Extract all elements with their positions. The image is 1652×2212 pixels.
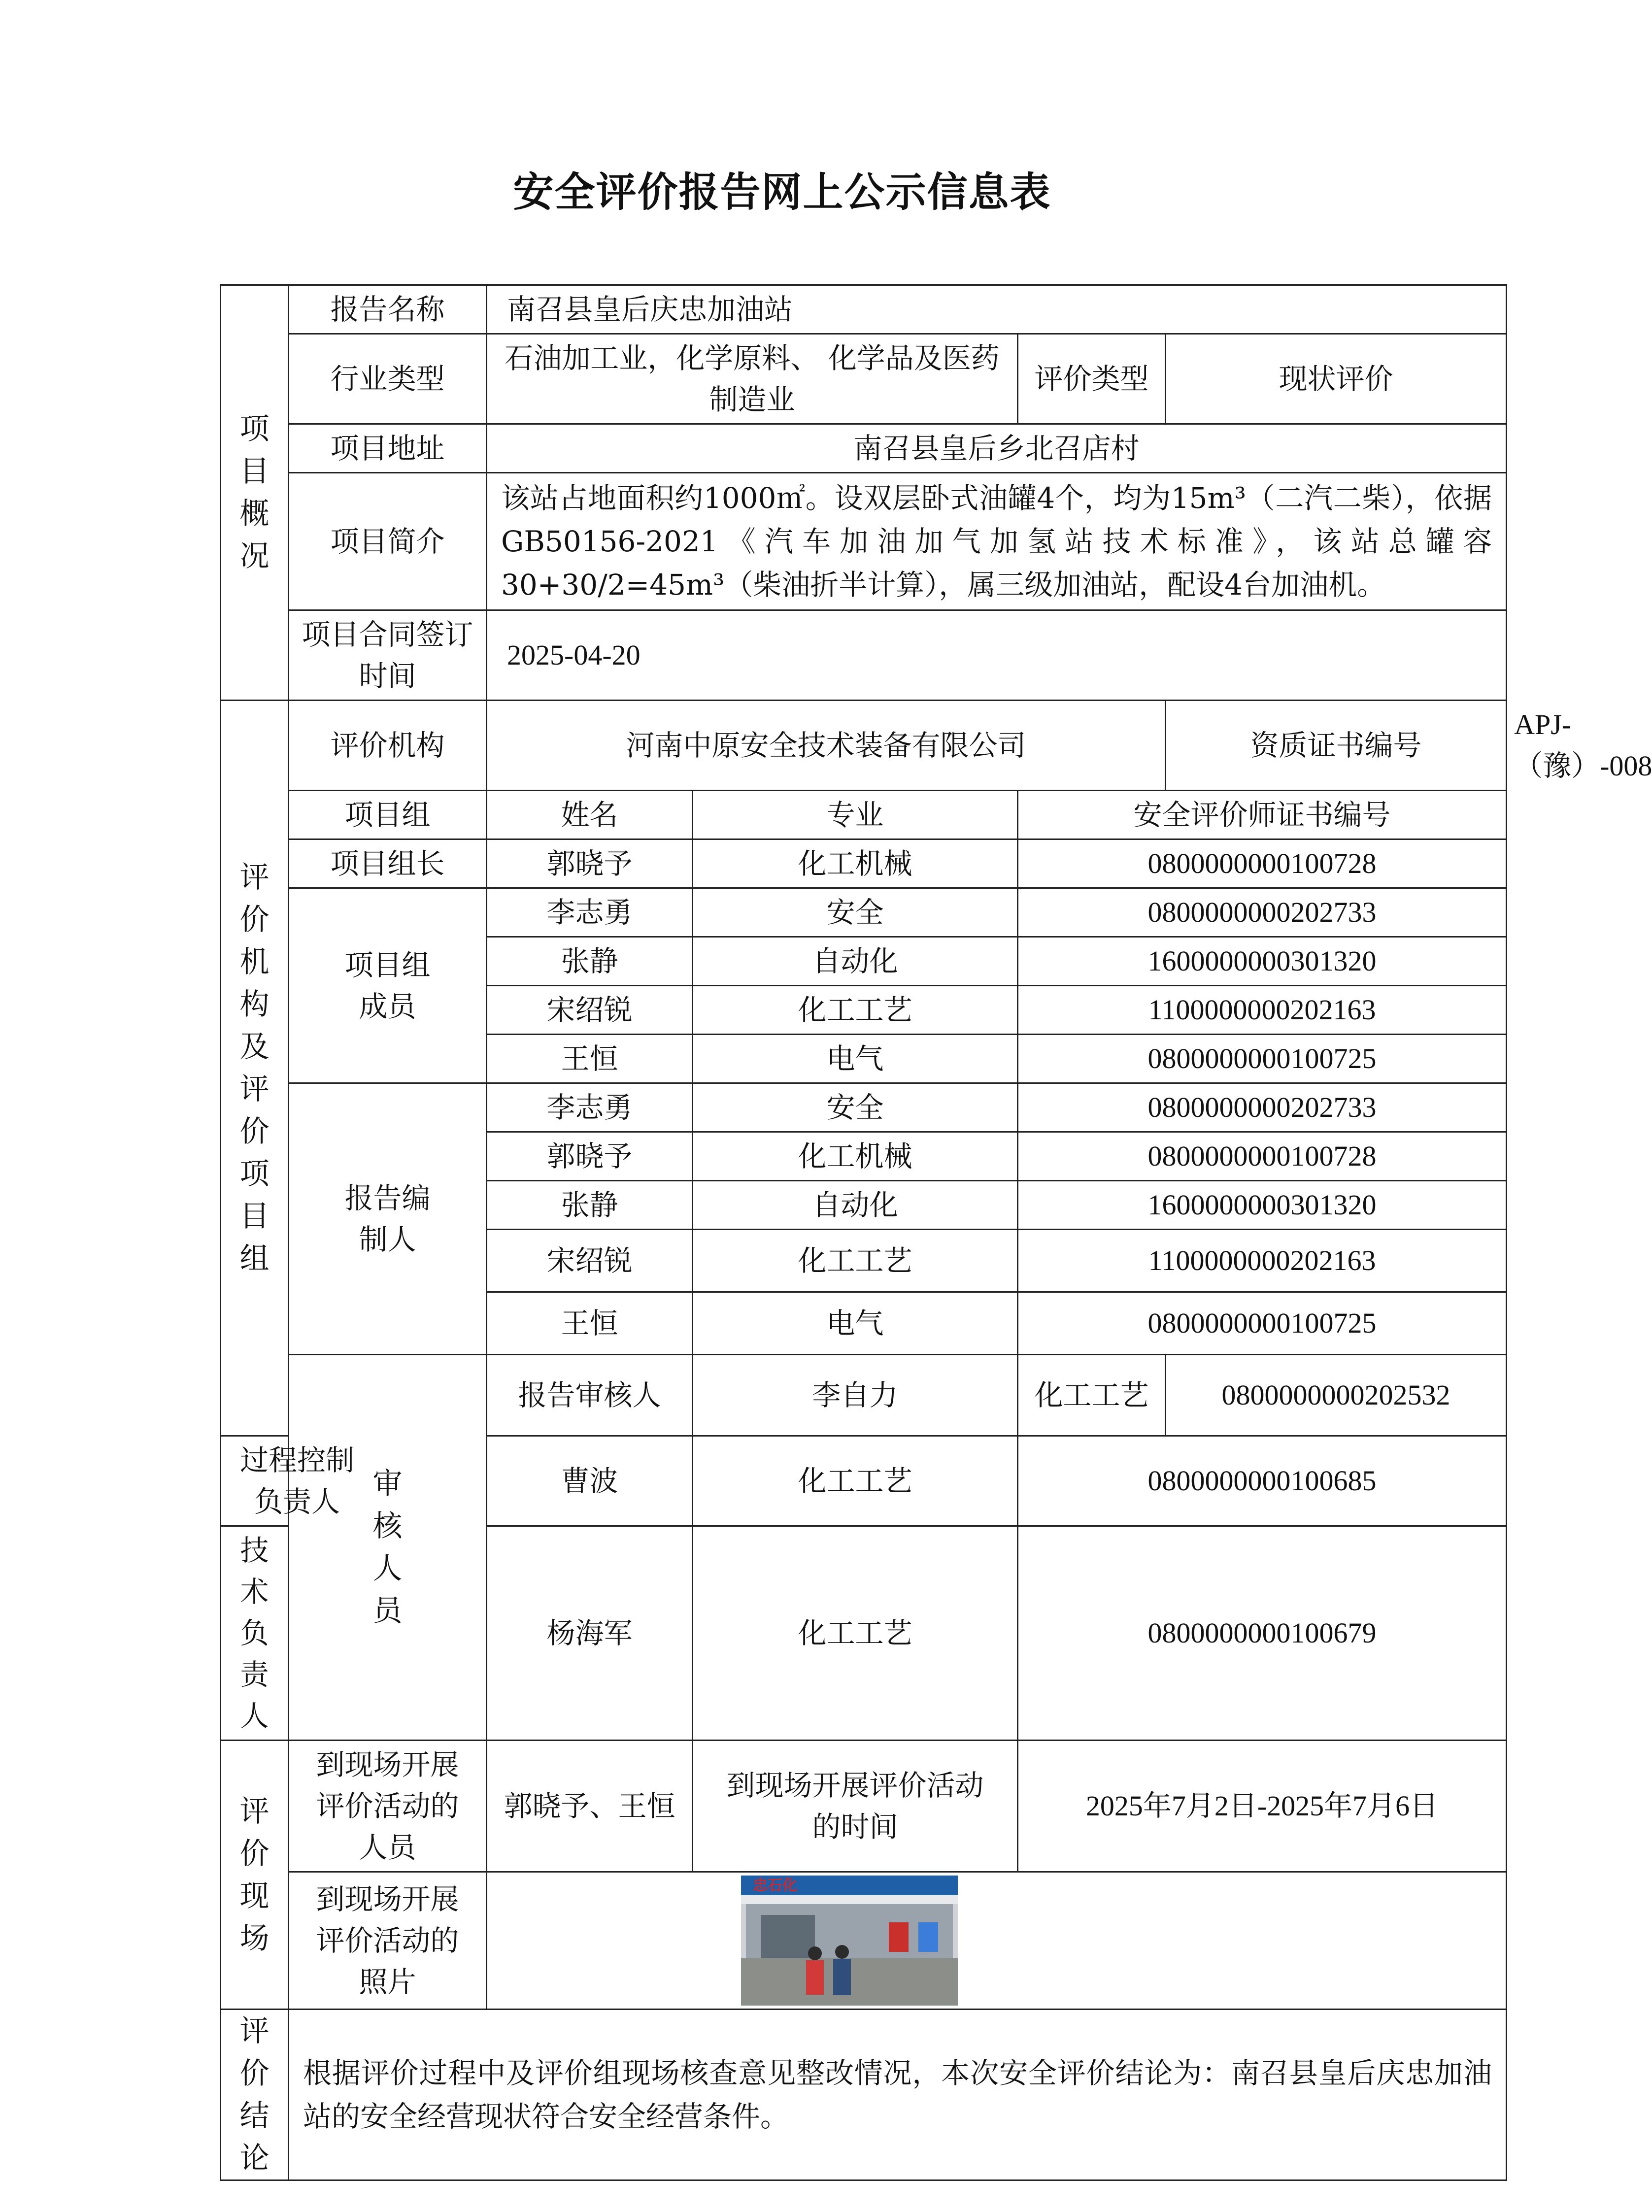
header-name: 姓名 [487,791,693,839]
author-name: 宋绍锐 [487,1230,693,1292]
author-cert: 0800000000202733 [1018,1083,1507,1132]
org-name: 河南中原安全技术装备有限公司 [487,701,1166,791]
review-name: 杨海军 [487,1526,693,1741]
member-name: 张静 [487,937,693,986]
cert-label: 资质证书编号 [1166,701,1507,791]
member-name: 王恒 [487,1035,693,1083]
review-name: 李自力 [693,1355,1018,1436]
info-table: 项目概况 报告名称 南召县皇后庆忠加油站 行业类型 石油加工业，化学原料、 化学品及医药制造业 评价类型 现状评价 项目地址 南召县皇后乡北召店村 项目简介 该站占地面积约1000㎡。设双层卧式油罐4个，均为15m³（二汽二柴），依据GB50156-2021《汽车加油加气加氢站技术标准》，该站总罐容30+30/2=45m³（柴油折半计算），属三级加油站，配设4台加油机。 项目合同签订时间 2025-04-20 评价机构及评价项目组 评价机构 河南中原安全技术装备有限公司 资质证书编号 APJ-（豫）-008 项目组 姓名 专业 安全评价师证书编号 项目组长 郭晓予 化工机械 0800000000100728 项目组成员 李志勇 安全 0800000000202733 张静 自动化 1600000000301320 宋绍锐 化工工艺 1100000000202163 王恒 电气 0800000000100725 报告编制人 李志勇 安全 0800000000202733 郭晓予 化工机械 0800000000100728 张静 自动化 1600000000301320 宋绍锐 化工工艺 1100000000202163 王恒 电气 0800000000100725 审核人员 报告审核人 李自力 化工工艺 0800000000202532 过程控制负责人 曹波 化工工艺 0800000000100685 技术负责人 杨海军 化工工艺 0800000000100679 评价现场 到现场开展评价活动的人员 郭晓予、王恒 到现场开展评价活动的时间 2025年7月2日-2025年7月6日 到现场开展评价活动的照片 忠石化 评价结论 根据评价过程中及评价组现场核查意见整改情况，本次安全评价结论为：南召县皇后庆忠加油站的安全经营现状符合安全经营条件。 [220,284,1507,2181]
leader-label: 项目组长 [289,839,487,888]
canopy-underside [741,1895,958,1904]
member-major: 自动化 [693,937,1018,986]
site-time-value: 2025年7月2日-2025年7月6日 [1018,1741,1507,1872]
authors-label: 报告编制人 [289,1083,487,1355]
conclusion-text: 根据评价过程中及评价组现场核查意见整改情况，本次安全评价结论为：南召县皇后庆忠加油站的安全经营现状符合安全经营条件。 [289,2010,1507,2180]
review-cert: 0800000000100679 [1018,1526,1507,1741]
author-cert: 1100000000202163 [1018,1230,1507,1292]
header-group: 项目组 [289,791,487,839]
author-cert: 1600000000301320 [1018,1181,1507,1230]
author-name: 王恒 [487,1292,693,1355]
building-window [761,1915,815,1958]
contract-date: 2025-04-20 [487,610,1507,701]
leader-major: 化工机械 [693,839,1018,888]
fuel-pump [918,1922,938,1952]
section-label-site: 评价现场 [221,1741,289,2010]
member-cert: 1600000000301320 [1018,937,1507,986]
site-people-value: 郭晓予、王恒 [487,1741,693,1872]
author-cert: 0800000000100725 [1018,1292,1507,1355]
member-major: 化工工艺 [693,986,1018,1035]
review-role: 技术负责人 [221,1526,289,1741]
section-label-org: 评价机构及评价项目组 [221,701,289,1436]
section-label-review: 审核人员 [289,1355,487,1741]
site-photo-cell [487,1872,1507,2010]
table-row [221,888,1507,937]
author-name: 张静 [487,1181,693,1230]
org-label: 评价机构 [289,701,487,791]
person-body [806,1960,824,1995]
table-row [221,839,1507,888]
person-head [808,1946,822,1960]
eval-type-value: 现状评价 [1166,334,1507,424]
review-major: 化工工艺 [693,1436,1018,1526]
site-people-label: 到现场开展评价活动的人员 [289,1741,487,1872]
author-major: 电气 [693,1292,1018,1355]
table-row [221,1083,1507,1132]
author-major: 安全 [693,1083,1018,1132]
person-body [833,1959,851,1995]
table-row [221,1355,1507,1436]
review-cert: 0800000000100685 [1018,1436,1507,1526]
eval-type-label: 评价类型 [1018,334,1166,424]
review-cert: 0800000000202532 [1166,1355,1507,1436]
address-label: 项目地址 [289,424,487,473]
brief-value: 该站占地面积约1000㎡。设双层卧式油罐4个，均为15m³（二汽二柴），依据GB50156-2021《汽车加油加气加氢站技术标准》，该站总罐容30+30/2=45m³（柴油折半计算），属三级加油站，配设4台加油机。 [487,473,1507,610]
canopy-sign: 忠石化 [753,1877,797,1894]
members-label: 项目组成员 [289,888,487,1083]
member-cert: 1100000000202163 [1018,986,1507,1035]
brief-label: 项目简介 [289,473,487,610]
address-value: 南召县皇后乡北召店村 [487,424,1507,473]
review-role: 报告审核人 [487,1355,693,1436]
review-major: 化工工艺 [693,1526,1018,1741]
review-role: 过程控制负责人 [221,1436,289,1526]
leader-cert: 0800000000100728 [1018,839,1507,888]
author-major: 化工工艺 [693,1230,1018,1292]
review-major: 化工工艺 [1018,1355,1166,1436]
member-cert: 0800000000100725 [1018,1035,1507,1083]
member-name: 李志勇 [487,888,693,937]
author-cert: 0800000000100728 [1018,1132,1507,1181]
author-major: 自动化 [693,1181,1018,1230]
review-name: 曹波 [487,1436,693,1526]
member-major: 安全 [693,888,1018,937]
site-time-label: 到现场开展评价活动的时间 [693,1741,1018,1872]
header-major: 专业 [693,791,1018,839]
page-title: 安全评价报告网上公示信息表 [513,169,1051,216]
fuel-pump [889,1922,909,1952]
person-head [835,1945,849,1959]
author-major: 化工机械 [693,1132,1018,1181]
member-name: 宋绍锐 [487,986,693,1035]
header-cert: 安全评价师证书编号 [1018,791,1507,839]
author-name: 郭晓予 [487,1132,693,1181]
site-photo-label: 到现场开展评价活动的照片 [289,1872,487,2010]
site-photo [741,1876,958,2006]
industry-value: 石油加工业，化学原料、 化学品及医药制造业 [487,334,1018,424]
section-label-conclusion: 评价结论 [221,2010,289,2180]
member-major: 电气 [693,1035,1018,1083]
report-name-label: 报告名称 [289,285,487,334]
industry-label: 行业类型 [289,334,487,424]
report-name-value: 南召县皇后庆忠加油站 [487,285,1507,334]
contract-label: 项目合同签订时间 [289,610,487,701]
leader-name: 郭晓予 [487,839,693,888]
member-cert: 0800000000202733 [1018,888,1507,937]
section-label-overview: 项目概况 [221,285,289,701]
author-name: 李志勇 [487,1083,693,1132]
